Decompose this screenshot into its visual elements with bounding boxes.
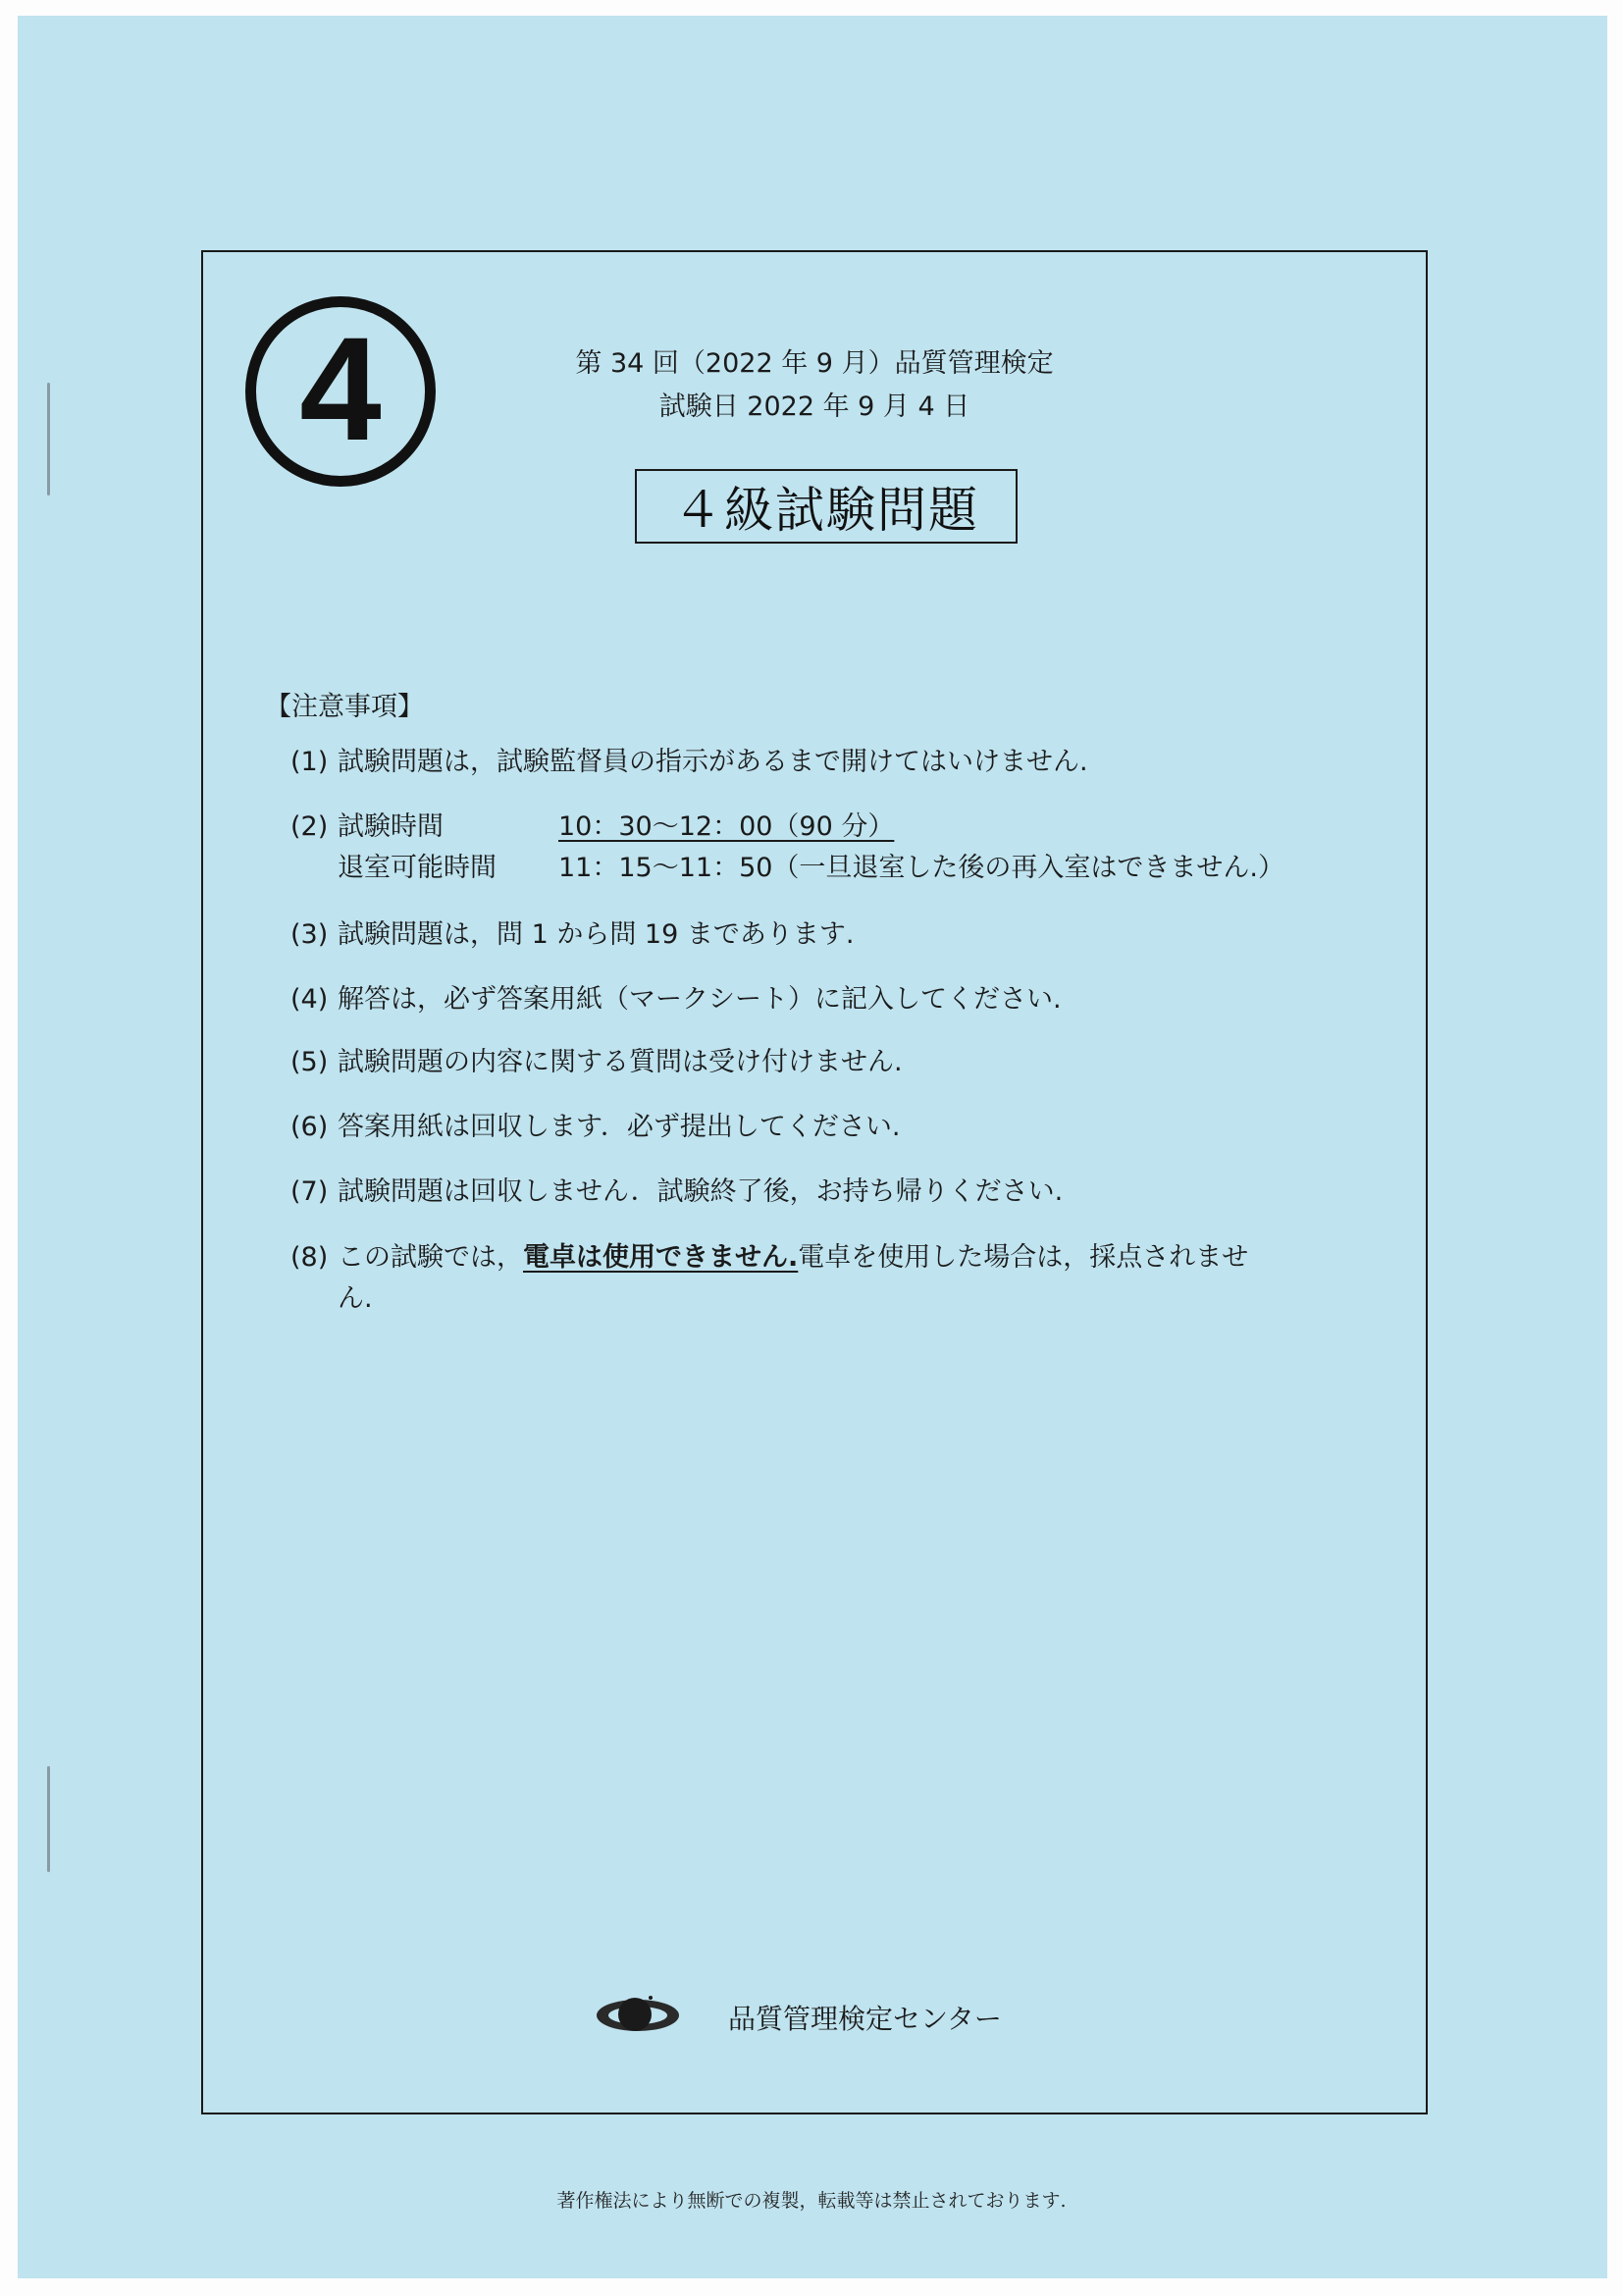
notice-number: (3): [290, 919, 329, 950]
notice-text: この試験では，: [338, 1242, 523, 1273]
exam-title: 第 34 回（2022 年 9 月）品質管理検定: [575, 348, 1054, 379]
org-logo-icon: [594, 1988, 682, 2043]
notice-text: 試験問題の内容に関する質問は受け付けません.: [338, 1047, 903, 1077]
notice-number: (6): [290, 1112, 329, 1142]
notice-text: 解答は，必ず答案用紙（マークシート）に記入してください.: [338, 984, 1062, 1015]
exit-time-label: 退室可能時間: [338, 853, 497, 883]
exam-time-label: 試験時間: [338, 811, 444, 842]
staple-bottom: [47, 1766, 50, 1872]
exit-time-value: 11：15〜11：50（一旦退室した後の再入室はできません.）: [558, 853, 1285, 883]
notice-item-4: [290, 979, 1062, 1020]
notice-number: (7): [290, 1176, 329, 1207]
notice-item-1: [290, 742, 1088, 783]
page-title-text: ４級試験問題: [673, 482, 979, 539]
exam-time-row: [338, 811, 894, 842]
notice-item-2: [290, 807, 1284, 889]
notice-item-3: [290, 914, 854, 956]
notice-item-6: [290, 1107, 900, 1148]
notice-text: 答案用紙は回収します．必ず提出してください.: [338, 1112, 901, 1142]
notice-item-8: [290, 1237, 1248, 1320]
notice-number: (4): [290, 984, 329, 1015]
notice-number: (1): [290, 747, 329, 777]
notice-text-continued: ん.: [338, 1283, 373, 1314]
notice-text: 試験問題は回収しません．試験終了後，お持ち帰りください.: [338, 1176, 1064, 1207]
grade-number: 4: [299, 306, 382, 471]
grade-badge: [245, 296, 436, 487]
notice-number: (5): [290, 1047, 329, 1077]
exam-time-value: 10：30〜12：00（90 分）: [558, 811, 895, 842]
notice-text: 試験問題は，試験監督員の指示があるまで開けてはいけません.: [338, 747, 1088, 777]
staple-top: [47, 383, 50, 496]
org-name: 品質管理検定センター: [728, 2003, 1002, 2035]
copyright-notice: 著作権法により無断での複製，転載等は禁止されております.: [556, 2190, 1067, 2212]
notice-text: 試験問題は，問 1 から問 19 まであります.: [338, 919, 855, 950]
notice-heading: 【注意事項】: [265, 692, 424, 722]
notice-item-7: [290, 1172, 1063, 1213]
page-title: [635, 469, 1018, 544]
notice-text: 電卓を使用した場合は，採点されませ: [798, 1242, 1249, 1273]
notice-number: (8): [290, 1242, 329, 1273]
notice-number: (2): [290, 811, 329, 842]
exam-date: 試験日 2022 年 9 月 4 日: [658, 391, 970, 422]
notice-item-5: [290, 1042, 903, 1083]
calculator-warning: 電卓は使用できません.: [523, 1242, 799, 1273]
